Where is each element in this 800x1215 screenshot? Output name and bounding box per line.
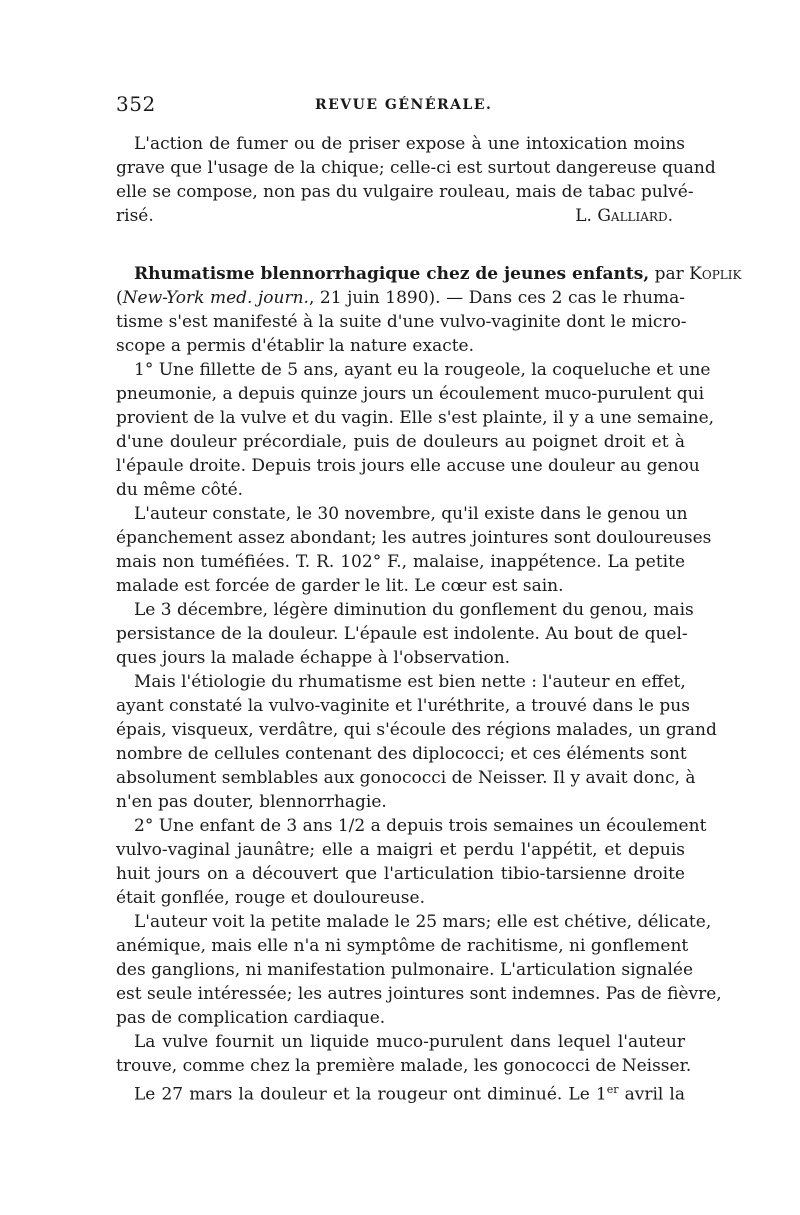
author-prefix: par — [649, 264, 690, 284]
text-line: pneumonie, a depuis quinze jours un écoulement muco-purulent qui — [116, 384, 705, 404]
paragraph — [116, 358, 715, 502]
text-line: tisme s'est manifesté à la suite d'une vulvo-vaginite dont le micro- — [116, 312, 687, 332]
paragraph — [116, 1078, 685, 1107]
text-line: Mais l'étiologie du rhumatisme est bien nette : l'auteur en effet, — [134, 672, 686, 692]
text-line: persistance de la douleur. L'épaule est indolente. Au bout de quel- — [116, 624, 688, 644]
page-content — [116, 92, 742, 1107]
text-line: ques jours la malade échappe à l'observation. — [116, 648, 511, 668]
running-head — [116, 92, 685, 132]
text-line: 1° Une fillette de 5 ans, ayant eu la rougeole, la coqueluche et une — [134, 360, 711, 380]
text-line: l'épaule droite. Depuis trois jours elle accuse une douleur au genou — [116, 456, 700, 476]
paragraph — [116, 910, 722, 1030]
text-line: huit jours on a découvert que l'articulation tibio-tarsienne droite — [116, 864, 685, 884]
article-author: Koplik — [689, 264, 742, 284]
text-line: L'action de fumer ou de priser expose à une intoxication moins — [134, 134, 685, 154]
text-line-end: risé. — [116, 206, 154, 226]
running-title: REVUE GÉNÉRALE. — [315, 97, 493, 113]
text-line: était gonflée, rouge et douloureuse. — [116, 888, 425, 908]
body-text — [116, 132, 742, 1107]
section-gap — [116, 228, 685, 262]
text-line: du même côté. — [116, 480, 244, 500]
text-line: d'une douleur précordiale, puis de douleurs au poignet droit et à — [116, 432, 685, 452]
paragraph — [116, 598, 694, 670]
text-line: pas de complication cardiaque. — [116, 1008, 386, 1028]
text-line: Le 3 décembre, légère diminution du gonflement du genou, mais — [134, 600, 694, 620]
text-line: ayant constaté la vulvo-vaginite et l'uréthrite, a trouvé dans le pus — [116, 696, 690, 716]
text-line: nombre de cellules contenant des diplococci; et ces éléments sont — [116, 744, 687, 764]
text-line: 2° Une enfant de 3 ans 1/2 a depuis trois semaines un écoulement — [134, 816, 707, 836]
text-line: L'auteur voit la petite malade le 25 mars; elle est chétive, délicate, — [134, 912, 712, 932]
paragraph — [116, 814, 707, 910]
text-line: malade est forcée de garder le lit. Le cœur est sain. — [116, 576, 564, 596]
text-line: n'en pas douter, blennorrhagie. — [116, 792, 387, 812]
text-line: est seule intéressée; les autres jointures sont indemnes. Pas de fièvre, — [116, 984, 722, 1004]
signature: L. Galliard. — [575, 206, 673, 226]
source-rest: , 21 juin 1890). — Dans ces 2 cas le rhuma- — [308, 288, 685, 308]
text-line: mais non tuméfiées. T. R. 102° F., malaise, inappétence. La petite — [116, 552, 685, 572]
text-line: des ganglions, ni manifestation pulmonaire. L'articulation signalée — [116, 960, 694, 980]
paragraph — [116, 502, 712, 598]
text-line: épanchement assez abondant; les autres jointures sont douloureuses — [116, 528, 712, 548]
text-line: scope a permis d'établir la nature exacte. — [116, 336, 475, 356]
ordinal-superscript: er — [606, 1083, 619, 1096]
text-run: avril la — [618, 1084, 685, 1105]
text-line: épais, visqueux, verdâtre, qui s'écoule des régions malades, un grand — [116, 720, 717, 740]
source-line — [116, 286, 685, 310]
text-line: grave que l'usage de la chique; celle-ci est surtout dangereuse quand — [116, 158, 716, 178]
final-line — [116, 1078, 685, 1107]
signature-line — [116, 204, 685, 228]
article-title: Rhumatisme blennorrhagique chez de jeunes enfants, — [134, 264, 650, 284]
text-line: vulvo-vaginal jaunâtre; elle a maigri et perdu l'appétit, et depuis — [116, 840, 685, 860]
text-line: trouve, comme chez la première malade, les gonococci de Neisser. — [116, 1056, 692, 1076]
text-line: L'auteur constate, le 30 novembre, qu'il existe dans le genou un — [134, 504, 688, 524]
text-line: anémique, mais elle n'a ni symptôme de rachitisme, ni gonflement — [116, 936, 689, 956]
text-line: elle se compose, non pas du vulgaire rouleau, mais de tabac pulvé- — [116, 182, 694, 202]
text-line: La vulve fournit un liquide muco-purulent dans lequel l'auteur — [134, 1032, 685, 1052]
article-heading-line — [116, 262, 742, 286]
paragraph — [116, 670, 717, 814]
text-run: Le 27 mars la douleur et la rougeur ont diminué. Le 1 — [134, 1084, 607, 1105]
source-journal: New-York med. journ. — [122, 288, 309, 308]
page-number: 352 — [116, 92, 156, 116]
text-line: absolument semblables aux gonococci de Neisser. Il y avait donc, à — [116, 768, 696, 788]
article-intro-paragraph — [116, 262, 742, 358]
source-open: ( — [116, 288, 123, 308]
prev-article-paragraph — [116, 132, 716, 228]
paragraph — [116, 1030, 692, 1078]
text-line: provient de la vulve et du vagin. Elle s'est plainte, il y a une semaine, — [116, 408, 715, 428]
